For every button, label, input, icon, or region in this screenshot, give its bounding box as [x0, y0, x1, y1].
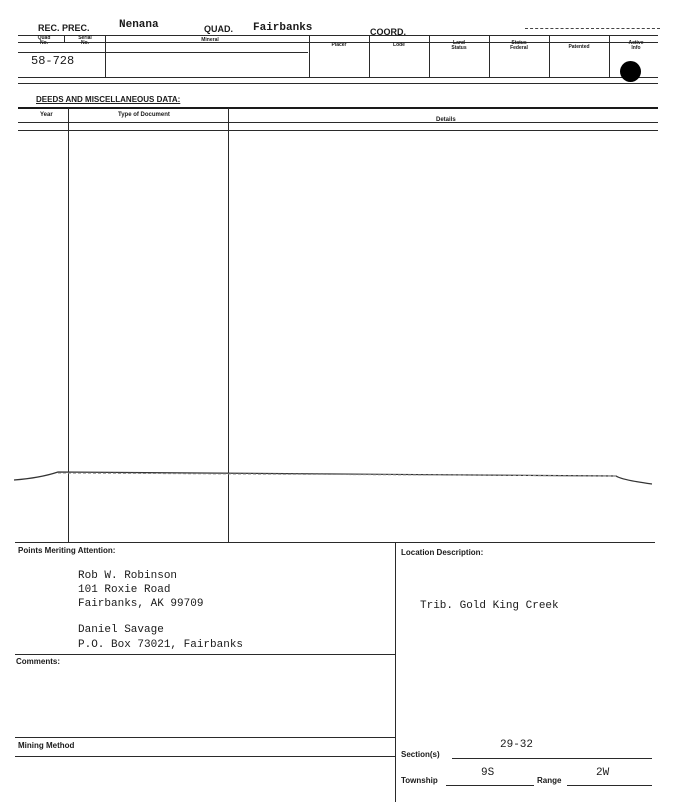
lode-label: Lode	[393, 42, 405, 48]
table-bottom-rule	[18, 83, 658, 84]
mining-method-label: Mining Method	[18, 741, 75, 750]
status-federal-label: Status Federal	[510, 40, 528, 51]
header-dashed-line	[525, 28, 660, 29]
mining-divider	[15, 737, 395, 738]
deeds-row-line	[18, 130, 658, 131]
col-divider-serial	[105, 35, 106, 77]
coord-label: COORD.	[370, 27, 406, 37]
rec-prec-label: REC. PREC.	[38, 23, 90, 33]
col-divider-quad	[64, 35, 65, 43]
contact-city: Fairbanks, AK 99709	[78, 598, 204, 610]
deeds-header-bottom	[18, 122, 658, 123]
col-divider-placer	[369, 35, 370, 77]
col-divider-patented	[609, 35, 610, 77]
lower-center-divider	[395, 542, 396, 802]
comments-label: Comments:	[16, 657, 61, 666]
sections-label: Section(s)	[401, 750, 440, 759]
table-bottom-border	[18, 77, 658, 78]
record-id: 58-728	[31, 54, 75, 68]
land-state-label: Land Status	[451, 40, 467, 51]
township-value: 9S	[481, 767, 495, 779]
township-label: Township	[401, 776, 438, 785]
contact-name: Daniel Savage	[78, 624, 164, 636]
table-top-border	[18, 35, 658, 36]
range-value: 2W	[596, 767, 610, 779]
patented-label: Patented	[568, 44, 590, 50]
active-info-label: Active Info	[628, 40, 644, 51]
contact-address: P.O. Box 73021, Fairbanks	[78, 639, 244, 651]
quad-no-label: Quad No.	[37, 35, 51, 46]
col-divider-mineral	[309, 35, 310, 77]
punch-hole	[620, 61, 641, 82]
mining-rule	[15, 756, 395, 757]
mineral-label: Mineral	[201, 37, 219, 43]
deeds-col-type: Type of Document	[118, 112, 170, 118]
comments-divider	[15, 654, 395, 655]
lower-top-border	[15, 542, 655, 543]
location-value: Trib. Gold King Creek	[420, 600, 559, 612]
sections-underline	[452, 758, 652, 759]
rec-prec-value: Nenana	[119, 19, 159, 31]
deeds-col-details: Details	[436, 117, 456, 123]
torn-edge	[0, 462, 678, 494]
serial-no-label: Serial No.	[78, 35, 92, 46]
range-underline	[567, 785, 652, 786]
table-subheader-line	[18, 52, 308, 53]
township-underline	[446, 785, 534, 786]
contact-name: Rob W. Robinson	[78, 570, 178, 582]
quad-value: Fairbanks	[253, 22, 313, 34]
location-label: Location Description:	[401, 548, 484, 557]
col-divider-status	[549, 35, 550, 77]
range-label: Range	[537, 776, 562, 785]
deeds-col-year: Year	[40, 112, 53, 118]
contact-address: 101 Roxie Road	[78, 584, 171, 596]
sections-value: 29-32	[500, 739, 534, 751]
quad-label: QUAD.	[204, 24, 233, 34]
placer-label: Placer	[331, 42, 347, 48]
points-label: Points Meriting Attention:	[18, 546, 116, 555]
deeds-top-border	[18, 107, 658, 109]
deeds-heading: DEEDS AND MISCELLANEOUS DATA:	[36, 95, 181, 104]
